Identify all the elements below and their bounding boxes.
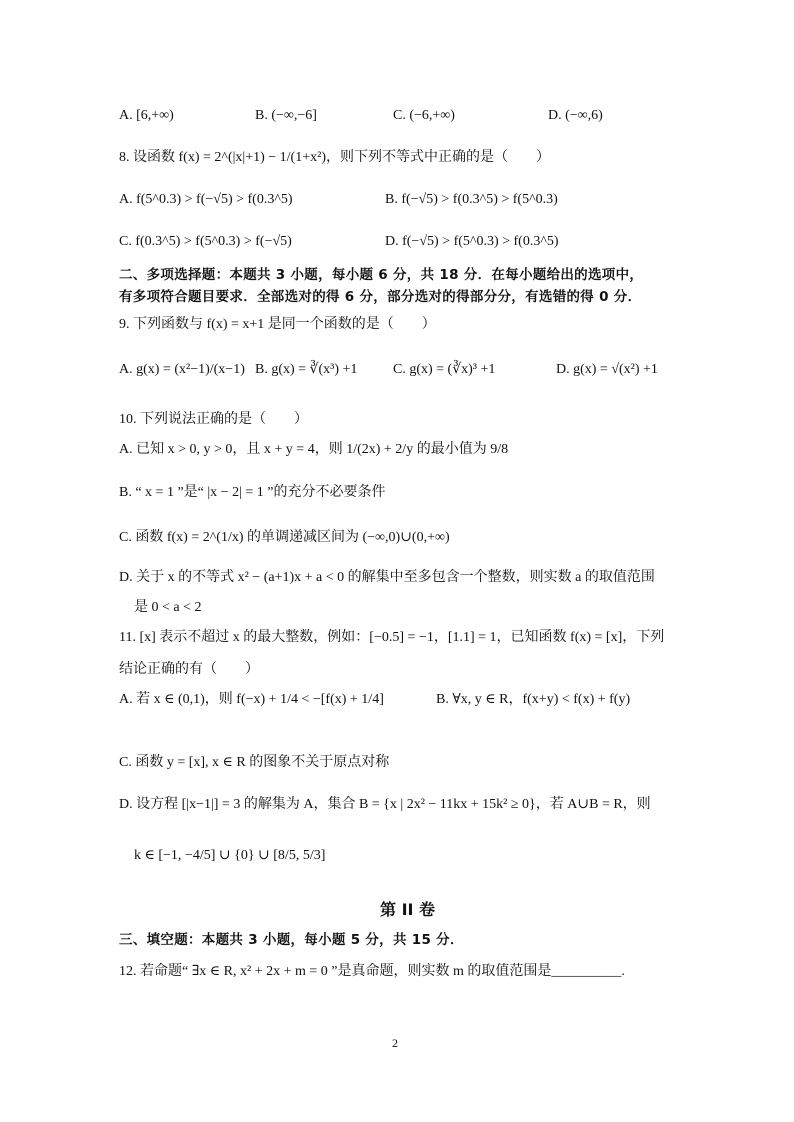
section-2-instructions: 有多项符合题目要求．全部选对的得 6 分，部分选对的得部分分，有选错的得 0 分．	[119, 289, 642, 305]
q11-option-d-line1: D. 设方程 [|x−1|] = 3 的解集为 A，集合 B = {x | 2x² − 11kx + 15k² ≥ 0}，若 A∪B = R，则	[119, 797, 651, 812]
page-number: 2	[392, 1036, 398, 1050]
q9-stem: 9. 下列函数与 f(x) = x+1 是同一个函数的是（ ）	[119, 317, 436, 332]
section-2-heading: 二、多项选择题：本题共 3 小题，每小题 6 分，共 18 分．在每小题给出的选项中，	[119, 267, 644, 283]
q10-option-d-line1: D. 关于 x 的不等式 x² − (a+1)x + a < 0 的解集中至多包含一个整数，则实数 a 的取值范围	[119, 570, 655, 585]
q9-option-b: B. g(x) = ∛(x³) +1	[255, 362, 358, 377]
q9-option-d: D. g(x) = √(x²) +1	[556, 362, 658, 377]
q9-option-c: C. g(x) = (∛x)³ +1	[393, 362, 496, 377]
q10-option-d-line2: 是 0 < a < 2	[134, 600, 202, 615]
q10-option-a: A. 已知 x > 0, y > 0，且 x + y = 4，则 1/(2x) + 2/y 的最小值为 9/8	[119, 442, 509, 457]
q8-stem: 8. 设函数 f(x) = 2^(|x|+1) − 1/(1+x²)，则下列不等式中正确的是（ ）	[119, 150, 550, 165]
q8-option-b: B. f(−√5) > f(0.3^5) > f(5^0.3)	[385, 192, 558, 207]
q12-stem: 12. 若命题“ ∃x ∈ R, x² + 2x + m = 0 ”是真命题，则实数 m 的取值范围是__________.	[119, 964, 625, 979]
q7-option-a: A. [6,+∞)	[119, 108, 174, 123]
q11-option-b: B. ∀x, y ∈ R，f(x+y) < f(x) + f(y)	[436, 692, 631, 707]
q10-option-c: C. 函数 f(x) = 2^(1/x) 的单调递减区间为 (−∞,0)∪(0,+∞)	[119, 530, 450, 545]
part-2-title: 第 II 卷	[380, 900, 436, 919]
q7-option-d: D. (−∞,6)	[548, 108, 603, 123]
q11-stem-line1: 11. [x] 表示不超过 x 的最大整数，例如：[−0.5] = −1，[1.1] = 1，已知函数 f(x) = [x]，下列	[119, 630, 665, 645]
q10-stem: 10. 下列说法正确的是（ ）	[119, 412, 308, 427]
q11-stem-line2: 结论正确的有（ ）	[119, 662, 259, 677]
q8-option-d: D. f(−√5) > f(5^0.3) > f(0.3^5)	[385, 234, 559, 249]
q10-option-b: B. “ x = 1 ”是“ |x − 2| = 1 ”的充分不必要条件	[119, 485, 386, 500]
q11-option-a: A. 若 x ∈ (0,1)，则 f(−x) + 1/4 < −[f(x) + 1/4]	[119, 692, 384, 707]
q9-option-a: A. g(x) = (x²−1)/(x−1)	[119, 362, 245, 377]
q11-option-c: C. 函数 y = [x], x ∈ R 的图象不关于原点对称	[119, 755, 390, 770]
q8-option-a: A. f(5^0.3) > f(−√5) > f(0.3^5)	[119, 192, 293, 207]
q7-option-c: C. (−6,+∞)	[393, 108, 455, 123]
q11-option-d-line2: k ∈ [−1, −4/5] ∪ {0} ∪ [8/5, 5/3]	[134, 848, 326, 863]
q7-option-b: B. (−∞,−6]	[255, 108, 317, 123]
section-3-heading: 三、填空题：本题共 3 小题，每小题 5 分，共 15 分．	[119, 932, 464, 948]
q8-option-c: C. f(0.3^5) > f(5^0.3) > f(−√5)	[119, 234, 292, 249]
